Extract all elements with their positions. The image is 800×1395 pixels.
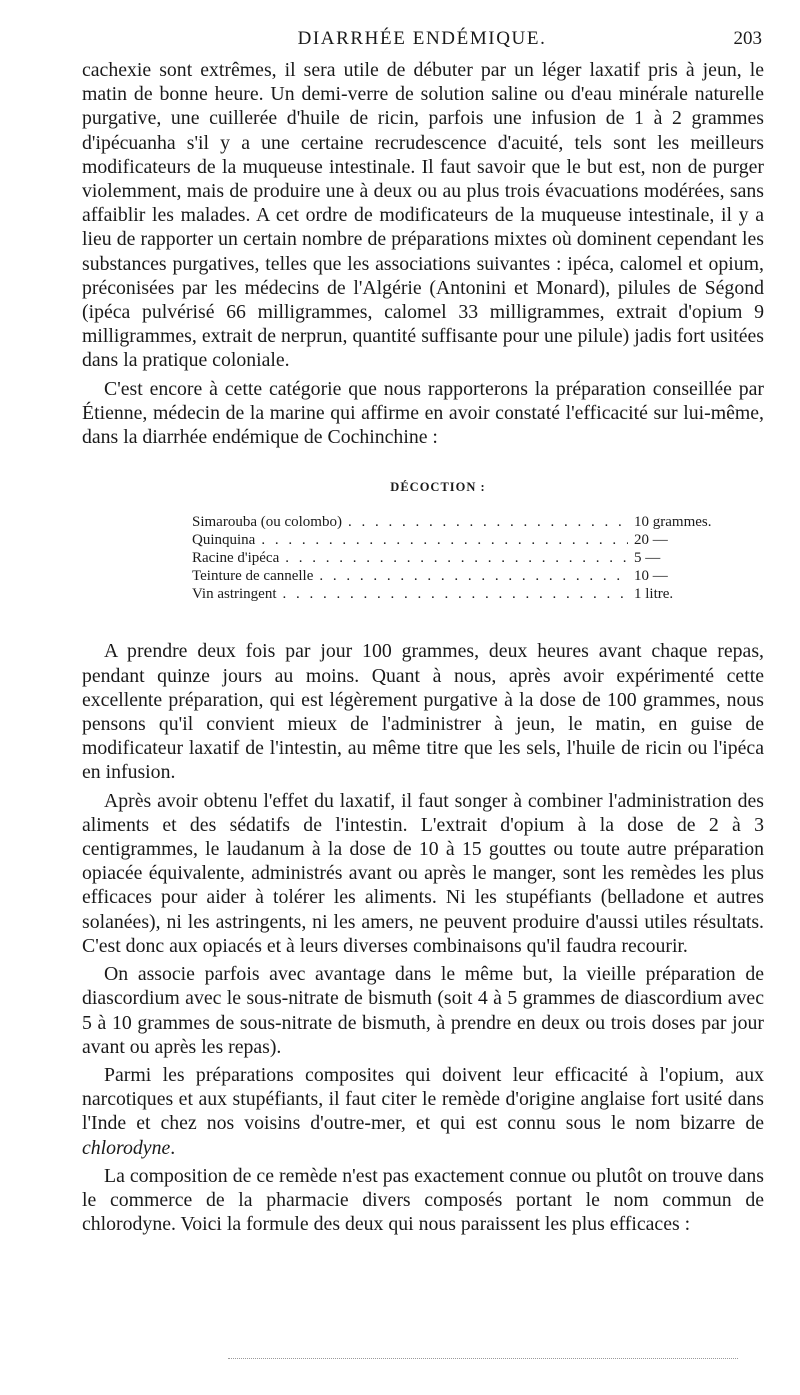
dot-leader xyxy=(261,531,628,549)
paragraph-diascordium: On associe parfois avec avantage dans le même but, la vieille préparation de diascordium avec le sous-nitrate de bismuth (soit 4 à 5 grammes de diascordium avec 5 à 10 grammes de sous-nitrate de bismuth, à prendre en deux ou trois doses par jour avant ou après les repas). xyxy=(82,963,764,1058)
page-header xyxy=(82,28,762,54)
recipe-block xyxy=(82,475,764,603)
running-title: DIARRHÉE ENDÉMIQUE. xyxy=(297,28,547,49)
recipe-quantity: 10 — xyxy=(634,568,668,585)
recipe-row xyxy=(192,585,752,603)
paragraph-composition: La composition de ce remède n'est pas exactement connue ou plutôt on trouve dans le commerce de la pharmacie divers composés portant le nom commun de chlorodyne. Voici la formule des deux qui nous paraissent les plus efficaces : xyxy=(82,1164,764,1236)
paragraph-etienne: C'est encore à cette catégorie que nous rapporterons la préparation conseillée par Étienne, médecin de la marine qui affirme en avoir constaté l'efficacité sur lui-même, dans la diarrhée endémique de Cochinchine : xyxy=(82,377,764,449)
paragraph-posologie: A prendre deux fois par jour 100 grammes, deux heures avant chaque repas, pendant quinze jours au moins. Quant à nous, après avoir expérimenté cette excellente préparation, qui est légèrement purgative à la dose de 100 grammes, nous pensons qu'il convient mieux de l'administrer à jeun, le matin, en guise de modificateur laxatif de l'intestin, au même titre que les sels, l'huile de ricin ou l'ipéca en infusion. xyxy=(82,640,764,784)
dot-leader xyxy=(285,549,628,567)
dot-leader xyxy=(348,513,628,531)
recipe-ingredient: Vin astringent xyxy=(192,586,277,603)
footer-rule xyxy=(228,1358,738,1359)
recipe-title: DÉCOCTION : xyxy=(390,480,486,495)
paragraph-laxatif: cachexie sont extrêmes, il sera utile de débuter par un léger laxatif pris à jeun, le matin de bonne heure. Un demi-verre de solution saline ou d'eau minérale naturelle purgative, une cuillerée d'huile de ricin, parfois une infusion de 1 à 2 grammes d'ipécuanha s'il y a une certaine recrudescence d'acuité, tels sont les meilleurs modificateurs de la muqueuse intestinale. Il faut savoir que le but est, non de purger violemment, mais de produire une à deux ou au plus trois évacuations modérées, sans affaiblir les malades. A cet ordre de modificateurs de la muqueuse intestinale, il y a lieu de rapporter un certain nombre de préparations mixtes où dominent cependant les substances purgatives, telles que les associations suivantes : ipéca, calomel et opium, préconisées par les médecins de l'Algérie (Antonini et Monard), pilules de Ségond (ipéca pulvérisé 66 milligrammes, calomel 33 milligrammes, extrait d'opium 9 milligrammes, extrait de nerprun, quantité suffisante pour une pilule) jadis fort usitées dans la pratique coloniale. xyxy=(82,59,764,372)
recipe-ingredient: Racine d'ipéca xyxy=(192,550,280,567)
recipe-row xyxy=(192,531,752,549)
recipe-quantity: 10 grammes. xyxy=(634,514,712,531)
recipe-row xyxy=(192,567,752,585)
dot-leader xyxy=(283,585,629,603)
sentence-end: . xyxy=(170,1136,176,1159)
paragraph-chlorodyne-intro xyxy=(82,1063,764,1160)
recipe-quantity: 20 — xyxy=(634,532,668,549)
page-number: 203 xyxy=(733,28,762,49)
recipe-row xyxy=(192,549,752,567)
paragraph-text: Parmi les préparations composites qui doivent leur efficacité à l'opium, aux narcotiques et aux stupéfiants, il faut citer le remède d'origine anglaise fort usité dans l'Inde et chez nos voisins d'outre-mer, et qui est connu sous le nom bizarre de xyxy=(82,1063,764,1135)
recipe-quantity: 5 — xyxy=(634,550,661,567)
recipe-ingredient: Teinture de cannelle xyxy=(192,568,314,585)
chlorodyne-term: chlorodyne xyxy=(82,1136,171,1159)
page-body xyxy=(82,58,764,1236)
paragraph-opiaces: Après avoir obtenu l'effet du laxatif, il faut songer à combiner l'administration des aliments et des sédatifs de l'intestin. L'extrait d'opium à la dose de 2 à 3 centigrammes, le laudanum à la dose de 10 à 15 gouttes ou toute autre préparation opiacée équivalente, administrés avant ou après le manger, sont les remèdes les plus efficaces pour aider à tolérer les aliments. Ni les stupéfiants (belladone et autres solanées), ni les astringents, ni les amers, ne peuvent produire d'aussi utiles résultats. C'est donc aux opiacés et à leurs diverses combinaisons qu'il faudra recourir. xyxy=(82,789,764,957)
dot-leader xyxy=(319,567,628,585)
recipe-ingredient: Quinquina xyxy=(192,532,256,549)
recipe-row xyxy=(192,513,752,531)
recipe-ingredient: Simarouba (ou colombo) xyxy=(192,514,342,531)
recipe-quantity: 1 litre. xyxy=(634,586,674,603)
